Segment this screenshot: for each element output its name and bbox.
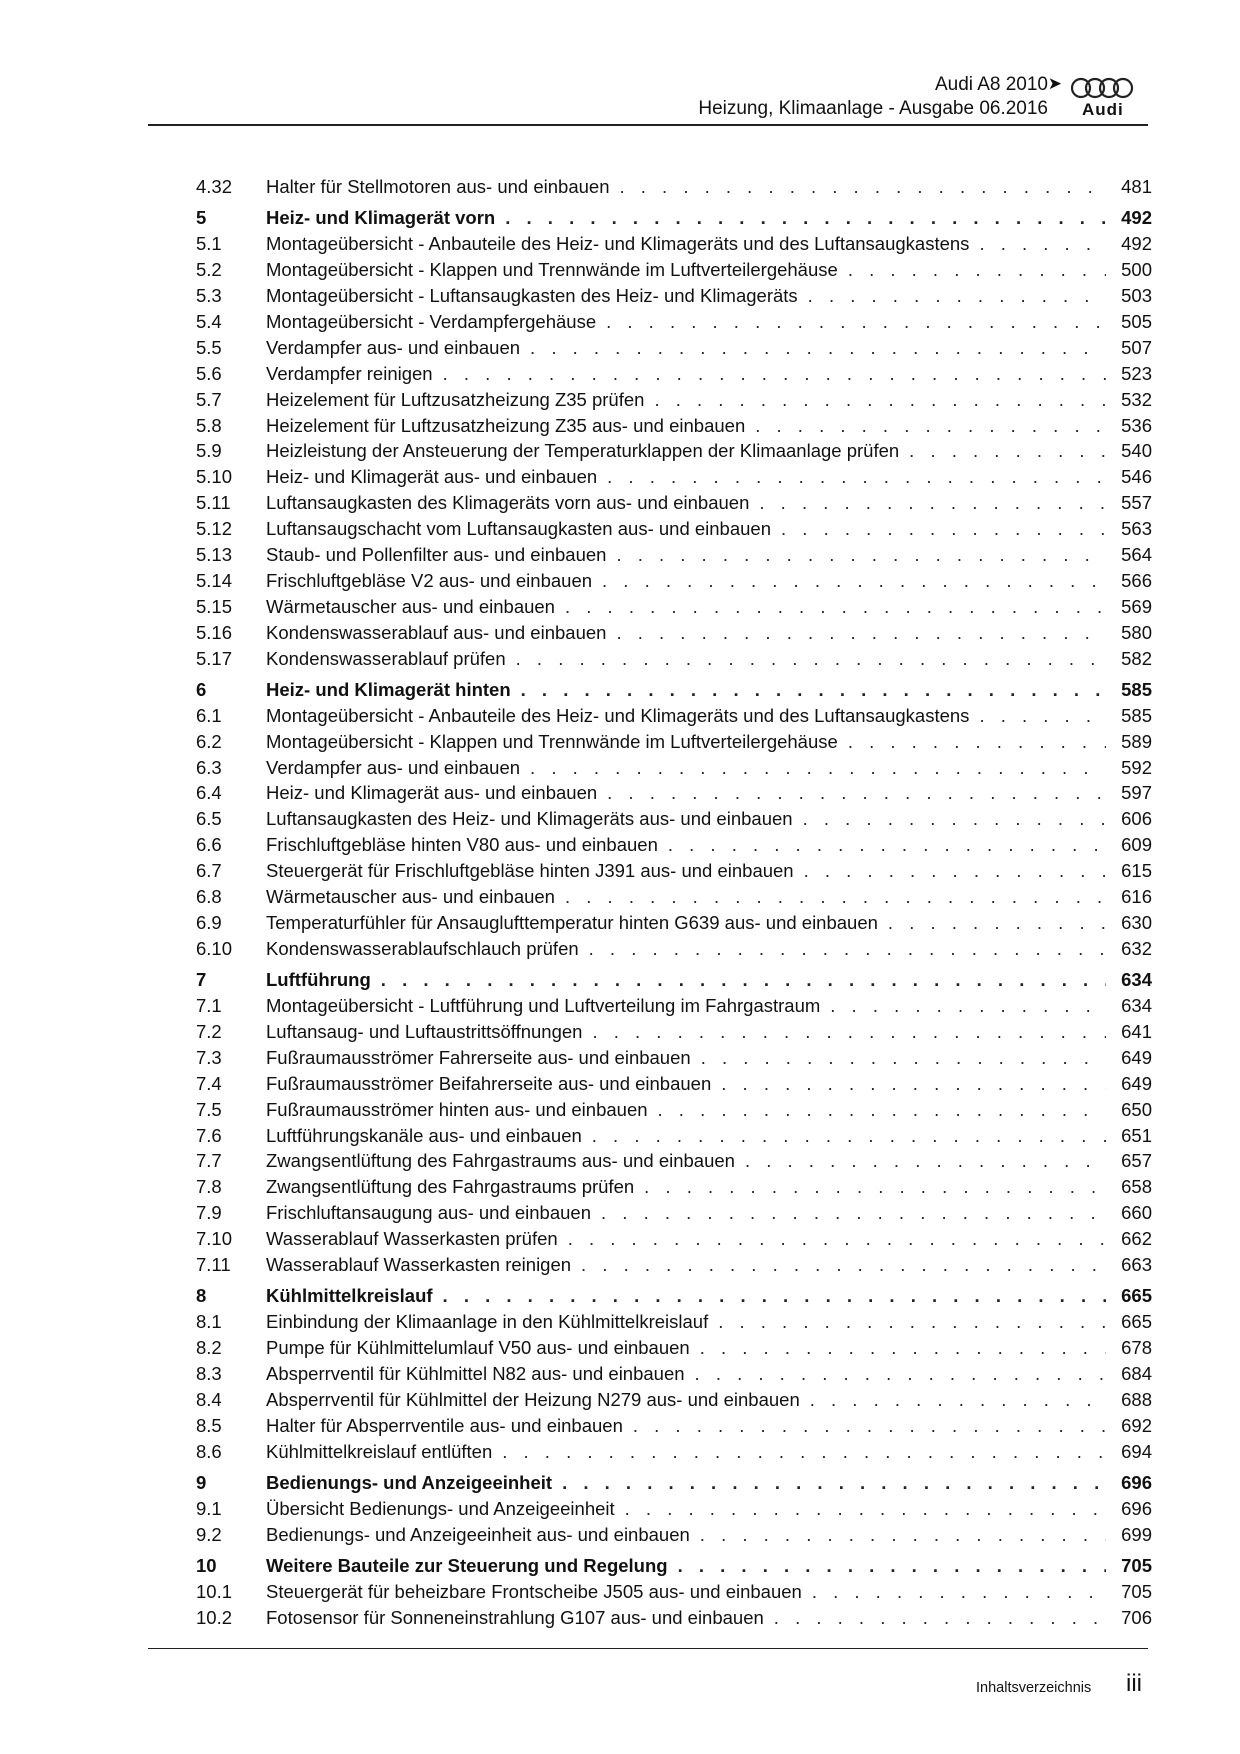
toc-page-number: 505: [1121, 310, 1152, 332]
toc-page-number: 500: [1121, 259, 1152, 281]
toc-number: 5.1: [196, 233, 222, 255]
toc-title: Luftansaug- und Luftaustrittsöffnungen: [266, 1021, 583, 1042]
toc-number: 8.2: [196, 1337, 222, 1359]
toc-row[interactable]: [196, 1335, 1152, 1361]
toc-leader-dots: [616, 542, 1106, 568]
toc-title: Montageübersicht - Klappen und Trennwände im Luftverteilergehäuse: [266, 259, 838, 281]
toc-number: 6.7: [196, 860, 222, 882]
toc-row[interactable]: [196, 910, 1152, 936]
toc-page-number: 630: [1121, 911, 1152, 933]
toc-leader-dots: [565, 884, 1106, 910]
toc-leader-dots: [781, 516, 1106, 542]
toc-number: 8.3: [196, 1363, 222, 1385]
toc-row[interactable]: [196, 755, 1152, 781]
toc-leader-dots: [505, 205, 1106, 231]
toc-page-number: 665: [1121, 1311, 1152, 1333]
toc-title: Heizelement für Luftzusatzheizung Z35 aus- und einbauen: [266, 414, 746, 436]
toc-page-number: 540: [1121, 440, 1152, 462]
toc-leader-dots: [695, 1361, 1106, 1387]
toc-page-number: 532: [1121, 388, 1152, 410]
toc-row[interactable]: [196, 729, 1152, 755]
toc-number: 5.14: [196, 569, 233, 591]
toc-title: Zwangsentlüftung des Fahrgastraums aus- und einbauen: [266, 1150, 735, 1172]
toc-number: 7.2: [196, 1021, 222, 1042]
toc-row[interactable]: [196, 1361, 1152, 1387]
toc-row[interactable]: [196, 936, 1152, 962]
toc-row[interactable]: [196, 1097, 1152, 1123]
toc-title: Staub- und Pollenfilter aus- und einbauen: [266, 543, 607, 565]
toc-page-number: 563: [1121, 518, 1152, 540]
toc-page-number: 641: [1121, 1021, 1152, 1042]
toc-row[interactable]: [196, 464, 1152, 490]
toc-row[interactable]: [196, 1579, 1152, 1605]
toc-page-number: 634: [1121, 969, 1152, 991]
toc-number: 8.5: [196, 1414, 222, 1436]
toc-row[interactable]: [196, 1413, 1152, 1439]
toc-leader-dots: [755, 413, 1106, 439]
toc-title: Heiz- und Klimagerät aus- und einbauen: [266, 466, 598, 488]
toc-number: 6.6: [196, 834, 222, 856]
toc-page-number: 688: [1121, 1388, 1152, 1410]
toc-number: 5.2: [196, 259, 222, 281]
toc-title: Luftführungskanäle aus- und einbauen: [266, 1124, 582, 1146]
toc-row[interactable]: [196, 806, 1152, 832]
toc-leader-dots: [606, 309, 1106, 335]
toc-leader-dots: [581, 1252, 1106, 1278]
toc-title: Heizleistung der Ansteuerung der Temperaturklappen der Klimaanlage prüfen: [266, 440, 900, 462]
toc-number: 10: [196, 1555, 217, 1577]
toc-row[interactable]: [196, 1148, 1152, 1174]
toc-row[interactable]: [196, 594, 1152, 620]
toc-row[interactable]: [196, 1605, 1152, 1631]
toc-row[interactable]: [196, 568, 1152, 594]
toc-page-number: 692: [1121, 1414, 1152, 1436]
toc-number: 8: [196, 1285, 207, 1307]
toc-chapter-row[interactable]: [196, 1283, 1152, 1309]
toc-chapter-row[interactable]: [196, 1470, 1152, 1496]
arrow-right-icon: ➤: [1047, 74, 1062, 93]
toc-leader-dots: [633, 1413, 1106, 1439]
toc-leader-dots: [979, 231, 1106, 257]
toc-row[interactable]: [196, 1045, 1152, 1071]
toc-leader-dots: [745, 1148, 1106, 1174]
toc-number: 7.3: [196, 1046, 222, 1068]
toc-page-number: 649: [1121, 1072, 1152, 1094]
toc-title: Bedienungs- und Anzeigeeinheit: [266, 1472, 553, 1494]
toc-number: 6.3: [196, 756, 222, 778]
toc-leader-dots: [848, 729, 1106, 755]
toc-row[interactable]: [196, 1439, 1152, 1465]
toc-leader-dots: [909, 438, 1106, 464]
toc-leader-dots: [619, 174, 1106, 200]
header-subtitle: Heizung, Klimaanlage - Ausgabe 06.2016: [698, 98, 1048, 119]
toc-leader-dots: [774, 1605, 1106, 1631]
table-of-contents: [196, 174, 1152, 1631]
toc-page-number: 663: [1121, 1254, 1152, 1276]
toc-leader-dots: [810, 1387, 1106, 1413]
footer-label: Inhaltsverzeichnis: [976, 1680, 1092, 1696]
toc-number: 7.4: [196, 1072, 222, 1094]
toc-row[interactable]: [196, 1019, 1152, 1045]
toc-number: 10.2: [196, 1607, 233, 1629]
toc-title: Verdampfer aus- und einbauen: [266, 756, 521, 778]
toc-leader-dots: [979, 703, 1106, 729]
toc-page-number: 616: [1121, 886, 1152, 908]
toc-row[interactable]: [196, 1200, 1152, 1226]
toc-leader-dots: [616, 620, 1106, 646]
toc-page-number: 557: [1121, 492, 1152, 514]
toc-title: Absperrventil für Kühlmittel der Heizung N279 aus- und einbauen: [266, 1388, 800, 1410]
toc-number: 8.1: [196, 1311, 222, 1333]
toc-title: Frischluftgebläse V2 aus- und einbauen: [266, 569, 593, 591]
toc-row[interactable]: [196, 438, 1152, 464]
toc-page-number: 650: [1121, 1098, 1152, 1120]
toc-title: Montageübersicht - Anbauteile des Heiz- und Klimageräts und des Luftansaugkastens: [266, 704, 970, 726]
toc-number: 5.12: [196, 518, 233, 540]
toc-leader-dots: [700, 1335, 1106, 1361]
toc-leader-dots: [502, 1439, 1106, 1465]
toc-page-number: 699: [1121, 1523, 1152, 1545]
toc-number: 5: [196, 207, 207, 229]
toc-title: Heiz- und Klimagerät vorn: [266, 207, 496, 229]
toc-title: Kondenswasserablauf aus- und einbauen: [266, 621, 607, 643]
toc-row[interactable]: [196, 858, 1152, 884]
toc-number: 5.8: [196, 414, 222, 436]
toc-row[interactable]: [196, 703, 1152, 729]
toc-leader-dots: [607, 464, 1106, 490]
toc-title: Fotosensor für Sonneneinstrahlung G107 aus- und einbauen: [266, 1607, 764, 1629]
toc-number: 8.4: [196, 1388, 222, 1410]
toc-page-number: 546: [1121, 466, 1152, 488]
toc-number: 10.1: [196, 1581, 233, 1603]
toc-page-number: 523: [1121, 362, 1152, 384]
audi-logo: [1068, 72, 1138, 120]
toc-number: 9.2: [196, 1523, 222, 1545]
toc-row[interactable]: [196, 516, 1152, 542]
toc-title: Heizelement für Luftzusatzheizung Z35 prüfen: [266, 388, 645, 410]
toc-leader-dots: [644, 1174, 1106, 1200]
toc-title: Einbindung der Klimaanlage in den Kühlmittelkreislauf: [266, 1311, 709, 1333]
toc-title: Montageübersicht - Verdampfergehäuse: [266, 310, 597, 332]
toc-page-number: 696: [1121, 1498, 1152, 1520]
toc-page-number: 536: [1121, 414, 1152, 436]
toc-row[interactable]: [196, 1387, 1152, 1413]
toc-page-number: 632: [1121, 937, 1152, 959]
toc-page-number: 609: [1121, 834, 1152, 856]
toc-number: 7.9: [196, 1202, 222, 1224]
toc-number: 5.16: [196, 621, 233, 643]
toc-title: Kühlmittelkreislauf: [266, 1285, 433, 1307]
toc-leader-dots: [759, 490, 1106, 516]
toc-title: Montageübersicht - Anbauteile des Heiz- und Klimageräts und des Luftansaugkastens: [266, 233, 970, 255]
toc-title: Fußraumausströmer Beifahrerseite aus- und einbauen: [266, 1072, 712, 1094]
toc-row[interactable]: [196, 1071, 1152, 1097]
toc-title: Verdampfer aus- und einbauen: [266, 336, 521, 358]
toc-title: Montageübersicht - Klappen und Trennwände im Luftverteilergehäuse: [266, 730, 838, 752]
toc-leader-dots: [592, 1019, 1106, 1045]
toc-leader-dots: [589, 936, 1106, 962]
toc-leader-dots: [562, 1470, 1106, 1496]
footer-page-number: iii: [1126, 1670, 1142, 1697]
toc-leader-dots: [521, 677, 1106, 703]
toc-leader-dots: [602, 568, 1106, 594]
toc-row[interactable]: [196, 231, 1152, 257]
toc-title: Montageübersicht - Luftansaugkasten des Heiz- und Klimageräts: [266, 285, 798, 307]
toc-leader-dots: [668, 832, 1106, 858]
audi-rings-icon: [1070, 76, 1136, 100]
toc-page-number: 660: [1121, 1202, 1152, 1224]
toc-row[interactable]: [196, 884, 1152, 910]
toc-page-number: 678: [1121, 1337, 1152, 1359]
toc-page-number: 649: [1121, 1046, 1152, 1068]
toc-leader-dots: [678, 1553, 1106, 1579]
toc-title: Frischluftgebläse hinten V80 aus- und einbauen: [266, 834, 658, 856]
toc-page-number: 705: [1121, 1581, 1152, 1603]
toc-number: 5.7: [196, 388, 222, 410]
toc-number: 5.17: [196, 647, 233, 669]
toc-title: Luftansaugkasten des Klimageräts vorn aus- und einbauen: [266, 492, 750, 514]
toc-number: 5.11: [196, 492, 231, 514]
toc-title: Kondenswasserablauf prüfen: [266, 647, 506, 669]
toc-title: Fußraumausströmer Fahrerseite aus- und einbauen: [266, 1046, 691, 1068]
toc-page-number: 705: [1121, 1555, 1152, 1577]
toc-page-number: 589: [1121, 730, 1152, 752]
toc-page-number: 662: [1121, 1228, 1152, 1250]
toc-title: Heiz- und Klimagerät aus- und einbauen: [266, 782, 598, 804]
toc-leader-dots: [718, 1309, 1106, 1335]
toc-page-number: 566: [1121, 569, 1152, 591]
toc-page-number: 569: [1121, 595, 1152, 617]
toc-number: 6.4: [196, 782, 222, 804]
toc-row[interactable]: [196, 309, 1152, 335]
toc-title: Kühlmittelkreislauf entlüften: [266, 1440, 493, 1462]
toc-page-number: 634: [1121, 995, 1152, 1017]
toc-leader-dots: [568, 1226, 1106, 1252]
toc-row[interactable]: [196, 387, 1152, 413]
toc-row[interactable]: [196, 1226, 1152, 1252]
toc-chapter-row[interactable]: [196, 677, 1152, 703]
toc-number: 7.6: [196, 1124, 222, 1146]
toc-title: Halter für Absperrventile aus- und einbauen: [266, 1414, 623, 1436]
footer-rule: [148, 1648, 1148, 1649]
toc-title: Kondenswasserablaufschlauch prüfen: [266, 937, 579, 959]
toc-leader-dots: [516, 646, 1106, 672]
toc-row[interactable]: [196, 335, 1152, 361]
toc-page-number: 492: [1121, 207, 1152, 229]
toc-number: 5.9: [196, 440, 222, 462]
toc-row[interactable]: [196, 283, 1152, 309]
toc-row[interactable]: [196, 1252, 1152, 1278]
toc-title: Pumpe für Kühlmittelumlauf V50 aus- und einbauen: [266, 1337, 690, 1359]
toc-title: Heiz- und Klimagerät hinten: [266, 678, 511, 700]
toc-leader-dots: [592, 1123, 1106, 1149]
toc-title: Luftansaugkasten des Heiz- und Klimageräts aus- und einbauen: [266, 808, 793, 830]
toc-number: 7.10: [196, 1228, 233, 1250]
toc-page-number: 503: [1121, 285, 1152, 307]
toc-number: 6: [196, 678, 207, 700]
toc-number: 7.5: [196, 1098, 222, 1120]
toc-title: Wasserablauf Wasserkasten prüfen: [266, 1228, 558, 1250]
toc-title: Zwangsentlüftung des Fahrgastraums prüfen: [266, 1176, 635, 1198]
toc-title: Halter für Stellmotoren aus- und einbauen: [266, 176, 610, 197]
toc-row[interactable]: [196, 361, 1152, 387]
toc-leader-dots: [700, 1522, 1106, 1548]
toc-leader-dots: [804, 858, 1106, 884]
toc-row[interactable]: [196, 1522, 1152, 1548]
toc-number: 7.8: [196, 1176, 222, 1198]
toc-row[interactable]: [196, 1123, 1152, 1149]
toc-leader-dots: [565, 594, 1106, 620]
toc-leader-dots: [443, 361, 1106, 387]
toc-page-number: 582: [1121, 647, 1152, 669]
header-model: Audi A8 2010: [934, 74, 1048, 95]
toc-number: 5.6: [196, 362, 222, 384]
toc-row[interactable]: [196, 490, 1152, 516]
toc-page-number: 665: [1121, 1285, 1152, 1307]
toc-number: 6.5: [196, 808, 222, 830]
toc-number: 9: [196, 1472, 207, 1494]
toc-number: 6.10: [196, 937, 233, 959]
toc-title: Montageübersicht - Luftführung und Luftverteilung im Fahrgastraum: [266, 995, 821, 1017]
toc-title: Steuergerät für beheizbare Frontscheibe J505 aus- und einbauen: [266, 1581, 802, 1603]
toc-leader-dots: [381, 967, 1106, 993]
toc-row[interactable]: [196, 257, 1152, 283]
toc-page-number: 507: [1121, 336, 1152, 358]
toc-page-number: 658: [1121, 1176, 1152, 1198]
toc-page-number: 492: [1121, 233, 1152, 255]
toc-title: Wärmetauscher aus- und einbauen: [266, 886, 555, 908]
toc-title: Übersicht Bedienungs- und Anzeigeeinheit: [266, 1498, 615, 1520]
toc-leader-dots: [607, 780, 1106, 806]
toc-title: Fußraumausströmer hinten aus- und einbauen: [266, 1098, 648, 1120]
toc-row[interactable]: [196, 646, 1152, 672]
toc-leader-dots: [888, 910, 1106, 936]
brand-wordmark: Audi: [1082, 100, 1124, 119]
toc-leader-dots: [658, 1097, 1106, 1123]
toc-title: Wasserablauf Wasserkasten reinigen: [266, 1254, 572, 1276]
toc-leader-dots: [721, 1071, 1106, 1097]
toc-row[interactable]: [196, 542, 1152, 568]
toc-title: Absperrventil für Kühlmittel N82 aus- und einbauen: [266, 1363, 685, 1385]
toc-page-number: 606: [1121, 808, 1152, 830]
toc-row[interactable]: [196, 1174, 1152, 1200]
toc-number: 7.1: [196, 995, 222, 1017]
toc-page-number: 585: [1121, 704, 1152, 726]
toc-row[interactable]: [196, 1496, 1152, 1522]
toc-page-number: 651: [1121, 1124, 1152, 1146]
toc-number: 5.5: [196, 336, 222, 358]
toc-page-number: 481: [1121, 176, 1152, 197]
toc-page-number: 597: [1121, 782, 1152, 804]
toc-number: 6.1: [196, 704, 222, 726]
toc-row[interactable]: [196, 620, 1152, 646]
toc-leader-dots: [443, 1283, 1106, 1309]
toc-leader-dots: [654, 387, 1106, 413]
toc-number: 4.32: [196, 176, 233, 197]
toc-row[interactable]: [196, 993, 1152, 1019]
toc-title: Luftansaugschacht vom Luftansaugkasten aus- und einbauen: [266, 518, 772, 540]
toc-number: 6.8: [196, 886, 222, 908]
toc-leader-dots: [601, 1200, 1106, 1226]
page-header: [148, 70, 1148, 126]
toc-number: 7.11: [196, 1254, 231, 1276]
toc-page-number: 696: [1121, 1472, 1152, 1494]
toc-chapter-row[interactable]: [196, 1553, 1152, 1579]
toc-title: Weitere Bauteile zur Steuerung und Regelung: [266, 1555, 668, 1577]
toc-number: 7: [196, 969, 207, 991]
toc-leader-dots: [803, 806, 1106, 832]
toc-page-number: 564: [1121, 543, 1152, 565]
header-rule: [148, 124, 1148, 126]
toc-page-number: 657: [1121, 1150, 1152, 1172]
toc-number: 6.9: [196, 911, 222, 933]
toc-row[interactable]: [196, 174, 1152, 200]
toc-page-number: 615: [1121, 860, 1152, 882]
toc-page-number: 706: [1121, 1607, 1152, 1629]
toc-number: 5.15: [196, 595, 233, 617]
toc-page-number: 694: [1121, 1440, 1152, 1462]
toc-row[interactable]: [196, 780, 1152, 806]
toc-title: Verdampfer reinigen: [266, 362, 433, 384]
toc-title: Temperaturfühler für Ansauglufttemperatur hinten G639 aus- und einbauen: [266, 911, 878, 933]
toc-leader-dots: [625, 1496, 1106, 1522]
toc-number: 8.6: [196, 1440, 222, 1462]
toc-chapter-row[interactable]: [196, 967, 1152, 993]
toc-leader-dots: [530, 755, 1106, 781]
toc-title: Steuergerät für Frischluftgebläse hinten J391 aus- und einbauen: [266, 860, 794, 882]
toc-number: 5.3: [196, 285, 222, 307]
toc-number: 5.13: [196, 543, 233, 565]
toc-leader-dots: [808, 283, 1106, 309]
toc-number: 9.1: [196, 1498, 222, 1520]
toc-title: Wärmetauscher aus- und einbauen: [266, 595, 555, 617]
toc-row[interactable]: [196, 413, 1152, 439]
toc-leader-dots: [701, 1045, 1106, 1071]
toc-page-number: 592: [1121, 756, 1152, 778]
toc-leader-dots: [848, 257, 1106, 283]
toc-page-number: 684: [1121, 1363, 1152, 1385]
toc-number: 5.4: [196, 310, 222, 332]
toc-page-number: 580: [1121, 621, 1152, 643]
toc-chapter-row[interactable]: [196, 205, 1152, 231]
toc-title: Luftführung: [266, 969, 371, 991]
toc-number: 7.7: [196, 1150, 222, 1172]
toc-number: 6.2: [196, 730, 222, 752]
toc-title: Bedienungs- und Anzeigeeinheit aus- und einbauen: [266, 1523, 690, 1545]
toc-leader-dots: [530, 335, 1106, 361]
toc-number: 5.10: [196, 466, 233, 488]
toc-row[interactable]: [196, 832, 1152, 858]
toc-title: Frischluftansaugung aus- und einbauen: [266, 1202, 592, 1224]
toc-leader-dots: [830, 993, 1106, 1019]
toc-page-number: 585: [1121, 678, 1152, 700]
toc-row[interactable]: [196, 1309, 1152, 1335]
toc-leader-dots: [812, 1579, 1106, 1605]
